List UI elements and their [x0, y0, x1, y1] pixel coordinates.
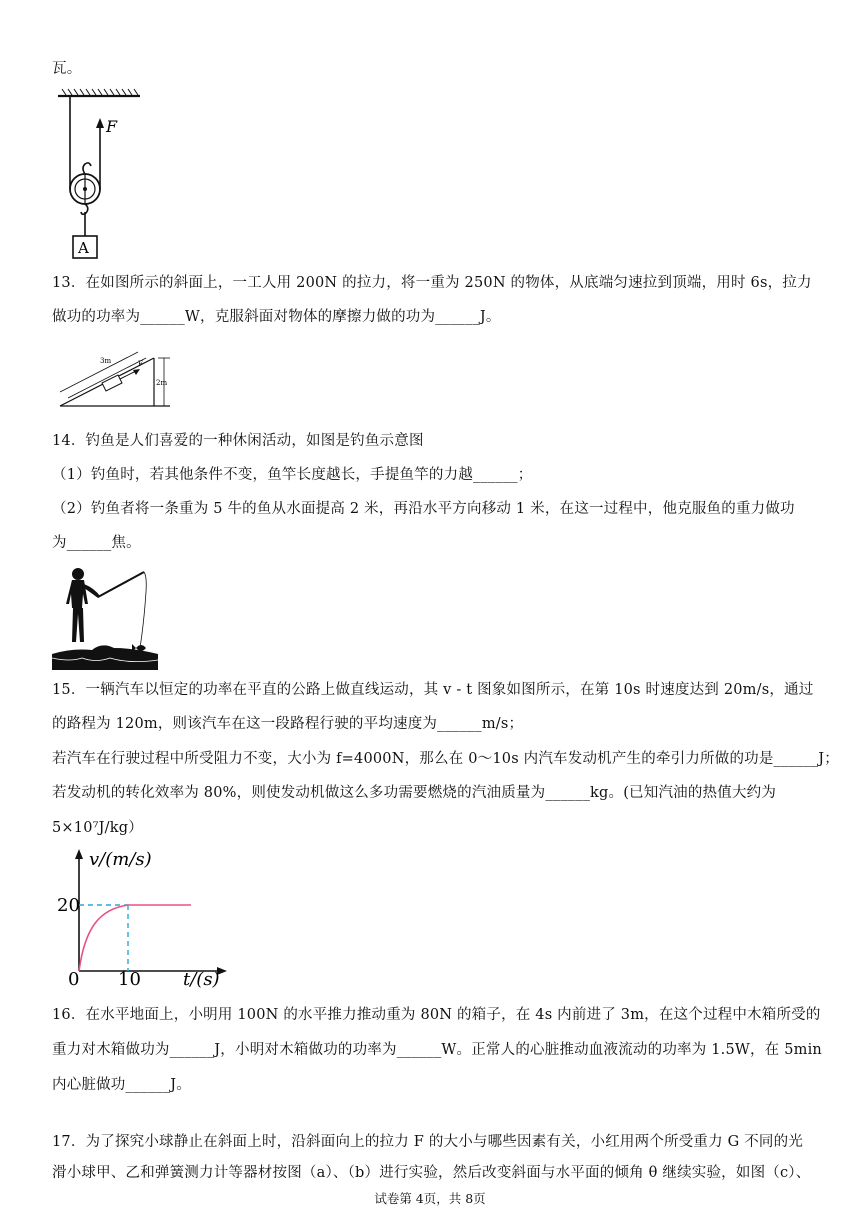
- block-label: A: [78, 239, 89, 257]
- slope-label: 3m: [100, 357, 112, 365]
- question-15-line: 15．一辆汽车以恒定的功率在平直的公路上做直线运动，其 v - t 图象如图所示，在第 10s 时速度达到 20m/s，通过: [52, 682, 814, 698]
- force-label: F: [106, 117, 118, 136]
- question-15-line: 5×10⁷J/kg）: [52, 820, 143, 836]
- question-14-line: 14．钓鱼是人们喜爱的一种休闲活动，如图是钓鱼示意图: [52, 433, 424, 449]
- y-axis-label: v/(m/s): [89, 849, 152, 870]
- question-14-line: （1）钓鱼时，若其他条件不变，鱼竿长度越长，手提鱼竿的力越______；: [52, 467, 533, 483]
- force-label: F: [138, 360, 143, 368]
- question-15-line: 若发动机的转化效率为 80%，则使发动机做这么多功需要燃烧的汽油质量为______kg。(已知汽油的热值大约为: [52, 785, 777, 801]
- fishing-figure: [52, 562, 158, 670]
- x-axis-label: t/(s): [183, 969, 220, 990]
- text-line: 瓦。: [52, 61, 82, 77]
- question-16-line: 重力对木箱做功为______J，小明对木箱做功的功率为______W。正常人的心脏推动血液流动的功率为 1.5W，在 5min: [52, 1042, 822, 1058]
- question-17-line: 17．为了探究小球静止在斜面上时，沿斜面向上的拉力 F 的大小与哪些因素有关，小红用两个所受重力 G 不同的光: [52, 1134, 804, 1150]
- vt-chart: [55, 847, 235, 997]
- incline-figure: [58, 342, 178, 412]
- question-16-line: 16．在水平地面上，小明用 100N 的水平推力推动重为 80N 的箱子，在 4s 内前进了 3m，在这个过程中木箱所受的: [52, 1007, 821, 1023]
- x-tick-label: 10: [118, 969, 141, 990]
- question-14-line: 为______焦。: [52, 535, 141, 551]
- y-tick-label: 20: [57, 895, 80, 916]
- question-15-line: 若汽车在行驶过程中所受阻力不变，大小为 f=4000N，那么在 0～10s 内汽车发动机产生的牵引力所做的功是______J；: [52, 751, 839, 767]
- question-14-line: （2）钓鱼者将一条重为 5 牛的鱼从水面提高 2 米，再沿水平方向移动 1 米，在这一过程中，他克服鱼的重力做功: [52, 501, 795, 517]
- question-15-line: 的路程为 120m，则该汽车在这一段路程行驶的平均速度为______m/s；: [52, 716, 524, 732]
- height-label: 2m: [156, 379, 168, 387]
- question-17-line: 滑小球甲、乙和弹簧测力计等器材按图（a）、（b）进行实验，然后改变斜面与水平面的倾角 θ 继续实验，如图（c）、: [52, 1165, 811, 1181]
- velocity-curve: [79, 905, 191, 971]
- question-13-line: 13．在如图所示的斜面上，一工人用 200N 的拉力，将一重为 250N 的物体，从底端匀速拉到顶端，用时 6s，拉力: [52, 275, 812, 291]
- pulley-figure: [56, 88, 146, 264]
- origin-label: 0: [68, 969, 80, 990]
- question-16-line: 内心脏做功______J。: [52, 1077, 191, 1093]
- question-13-line: 做功的功率为______W，克服斜面对物体的摩擦力做的功为______J。: [52, 309, 501, 325]
- page-footer: 试卷第 4页，共 8页: [374, 1191, 486, 1206]
